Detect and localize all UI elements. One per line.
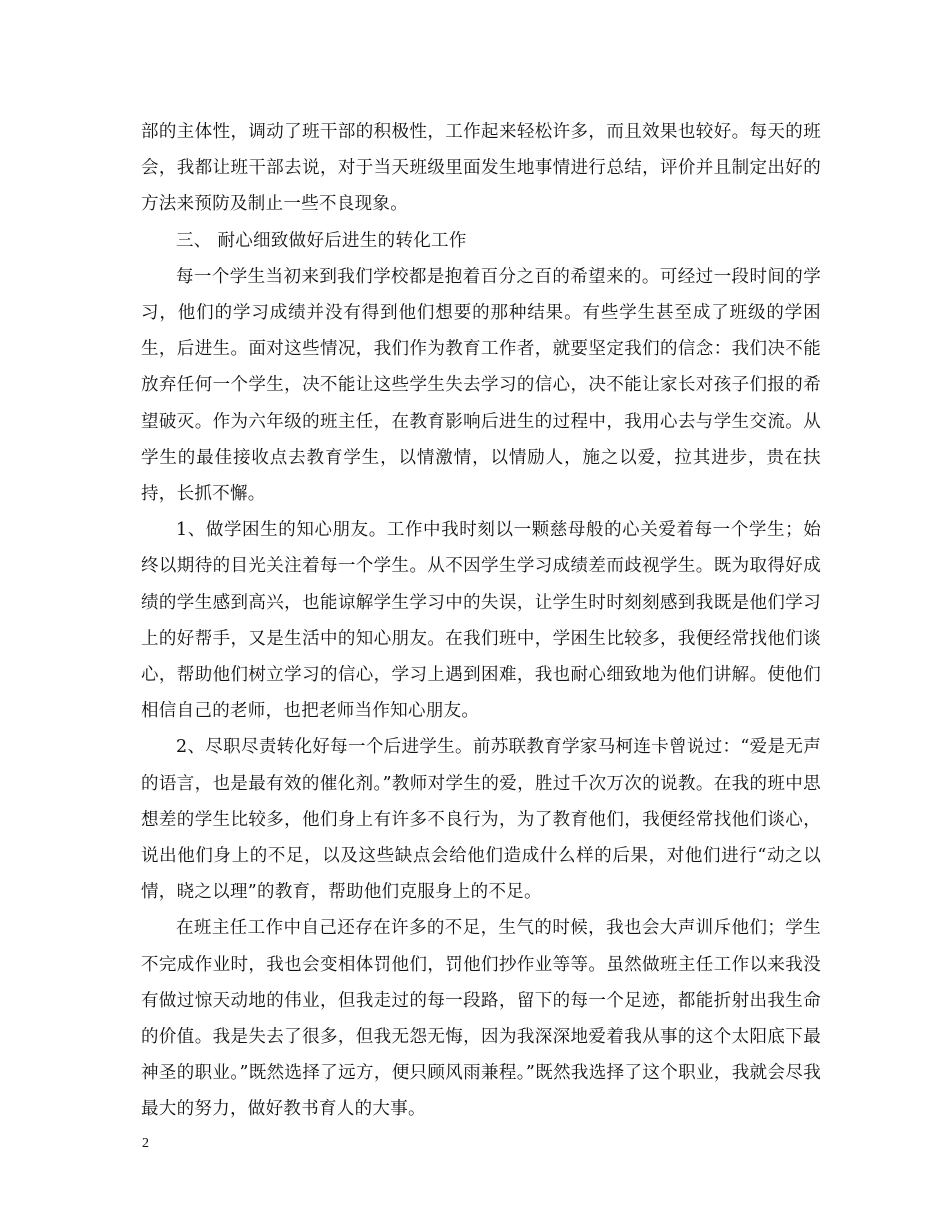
section-heading-three: 三、 耐心细致做好后进生的转化工作 [176, 230, 467, 251]
paragraph-point-two: 2、尽职尽责转化好每一个后进学生。前苏联教育学家马柯连卡曾说过：“爱是无声的语言，也是最有效的催化剂。”教师对学生的爱，胜过千次万次的说教。在我的班中思想差的学生比较多，他们身上有许多不良行为，为了教育他们，我便经常找他们谈心，说出他们身上的不足，以及这些缺点会给他们造成什么样的后果，对他们进行“动之以情，晓之以理”的教育，帮助他们克服身上的不足。 [141, 737, 821, 903]
document-body [141, 114, 821, 1128]
paragraph-continuation: 部的主体性，调动了班干部的积极性，工作起来轻松许多，而且效果也较好。每天的班会，我都让班干部去说，对于当天班级里面发生地事情进行总结，评价并且制定出好的方法来预防及制止一些不良现象。 [141, 122, 821, 215]
page-number: 2 [142, 1136, 149, 1151]
paragraph-introduction: 每一个学生当初来到我们学校都是抱着百分之百的希望来的。可经过一段时间的学习，他们的学习成绩并没有得到他们想要的那种结果。有些学生甚至成了班级的学困生，后进生。面对这些情况，我们作为教育工作者，就要坚定我们的信念：我们决不能放弃任何一个学生，决不能让这些学生失去学习的信心，决不能让家长对孩子们报的希望破灭。作为六年级的班主任，在教育影响后进生的过程中，我用心去与学生交流。从学生的最佳接收点去教育学生，以情激情，以情励人，施之以爱，拉其进步，贵在扶持，长抓不懈。 [141, 266, 821, 505]
paragraph-conclusion: 在班主任工作中自己还存在许多的不足，生气的时候，我也会大声训斥他们；学生不完成作业时，我也会变相体罚他们，罚他们抄作业等等。虽然做班主任工作以来我没有做过惊天动地的伟业，但我走过的每一段路，留下的每一个足迹，都能折射出我生命的价值。我是失去了很多，但我无怨无悔，因为我深深地爱着我从事的这个太阳底下最神圣的职业。”既然选择了远方，便只顾风雨兼程。”既然我选择了这个职业，我就会尽我最大的努力，做好教书育人的大事。 [141, 918, 821, 1120]
paragraph-point-one: 1、做学困生的知心朋友。工作中我时刻以一颗慈母般的心关爱着每一个学生；始终以期待的目光关注着每一个学生。从不因学生学习成绩差而歧视学生。既为取得好成绩的学生感到高兴，也能谅解学生学习中的失误，让学生时时刻刻感到我既是他们学习上的好帮手，又是生活中的知心朋友。在我们班中，学困生比较多，我便经常找他们谈心，帮助他们树立学习的信心，学习上遇到困难，我也耐心细致地为他们讲解。使他们相信自己的老师，也把老师当作知心朋友。 [141, 520, 821, 722]
